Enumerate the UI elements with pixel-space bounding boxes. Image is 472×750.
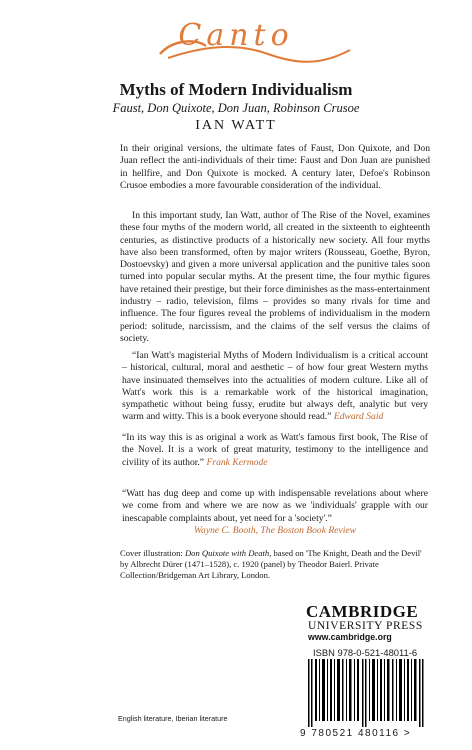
- review-attribution: Wayne C. Booth, The Boston Book Review: [193, 524, 357, 536]
- review-attribution: Edward Said: [333, 411, 384, 423]
- review-attribution: Frank Kermode: [206, 456, 268, 468]
- book-title: Myths of Modern Individualism: [119, 80, 353, 99]
- book-author: IAN WATT: [195, 118, 277, 133]
- book-subtitle: Faust, Don Quixote, Don Juan, Robinson Crusoe: [112, 101, 360, 115]
- subject-category: English literature, Iberian literature: [118, 714, 228, 723]
- barcode: [304, 659, 432, 727]
- canto-logo-text: Canto: [178, 18, 294, 53]
- publisher-name: CAMBRIDGE: [306, 602, 419, 621]
- description-paragraph-2: In this important study, Ian Watt, author of The Rise of the Novel, examines these four myths of the modern world, all created in the sixteenth to eighteenth centuries, as distinctive products of a historically new society. All four myths have also been transformed, often by major writers (Rousseau, Goethe, Byron, Dostoevsky) and given a more universal application and the punitive tales soon turned into popular secular myths. At the present time, the four mythic figures have retained their prestige, but their force diminishes as the mass-entertainment industry – radio, television, films – provides so many rivals for time and influence. The four figures reveal the problems of individualism in the modern period: solitude, narcissism, and the claims of the self versus the claims of society.: [120, 210, 430, 344]
- review-quote: “Ian Watt's magisterial Myths of Modern Individualism is a critical account – historical, cultural, moral and aesthetic – of how four great Western myths have insinuated themselves into the actualities of modern culture. Like all of Watt's work this is a remarkable work of the historical imagination, sympathetic without being fussy, erudite but always deft, analytic but very warm and witty. This is a book everyone should read.” Edward Said: [122, 350, 428, 423]
- review-quote: “Watt has dug deep and come up with indispensable revelations about where we come from and where we are now as we 'individuals' grapple with our inescapable complaints about, yet need for a 'society'.” Wayne C. Booth, The Boston Book Review: [122, 488, 428, 536]
- cover-credit: Cover illustration: Don Quixote with Death, based on 'The Knight, Death and the Devil' by Albrecht Dürer (1471–1528), c. 1920 (panel) by Theodor Baierl. Private Collection/Bridgeman Art Library, London.: [120, 548, 422, 580]
- description-paragraph-1: In their original versions, the ultimate fates of Faust, Don Quixote, and Don Juan reflect the anti-individuals of their time: Faust and Don Juan are punished in hellfire, and Don Quixote is mocked. A century later, Defoe's Robinson Crusoe embodies a more favourable consideration of the individual.: [120, 143, 430, 191]
- barcode-digits: 9 780521 480116 >: [300, 728, 412, 739]
- publisher-logo: [306, 604, 432, 643]
- canto-logo: [0, 18, 472, 53]
- publisher-press: UNIVERSITY PRESS: [308, 620, 423, 632]
- isbn-label: ISBN 978-0-521-48011-6: [313, 647, 418, 658]
- canto-logo-swash: [0, 18, 472, 78]
- publisher-url: www.cambridge.org: [308, 632, 392, 642]
- review-quote: “In its way this is as original a work as Watt's famous first book, The Rise of the Novel. It is a work of great maturity, testimony to the intelligence and civility of its author.” Frank Kermode: [122, 432, 428, 468]
